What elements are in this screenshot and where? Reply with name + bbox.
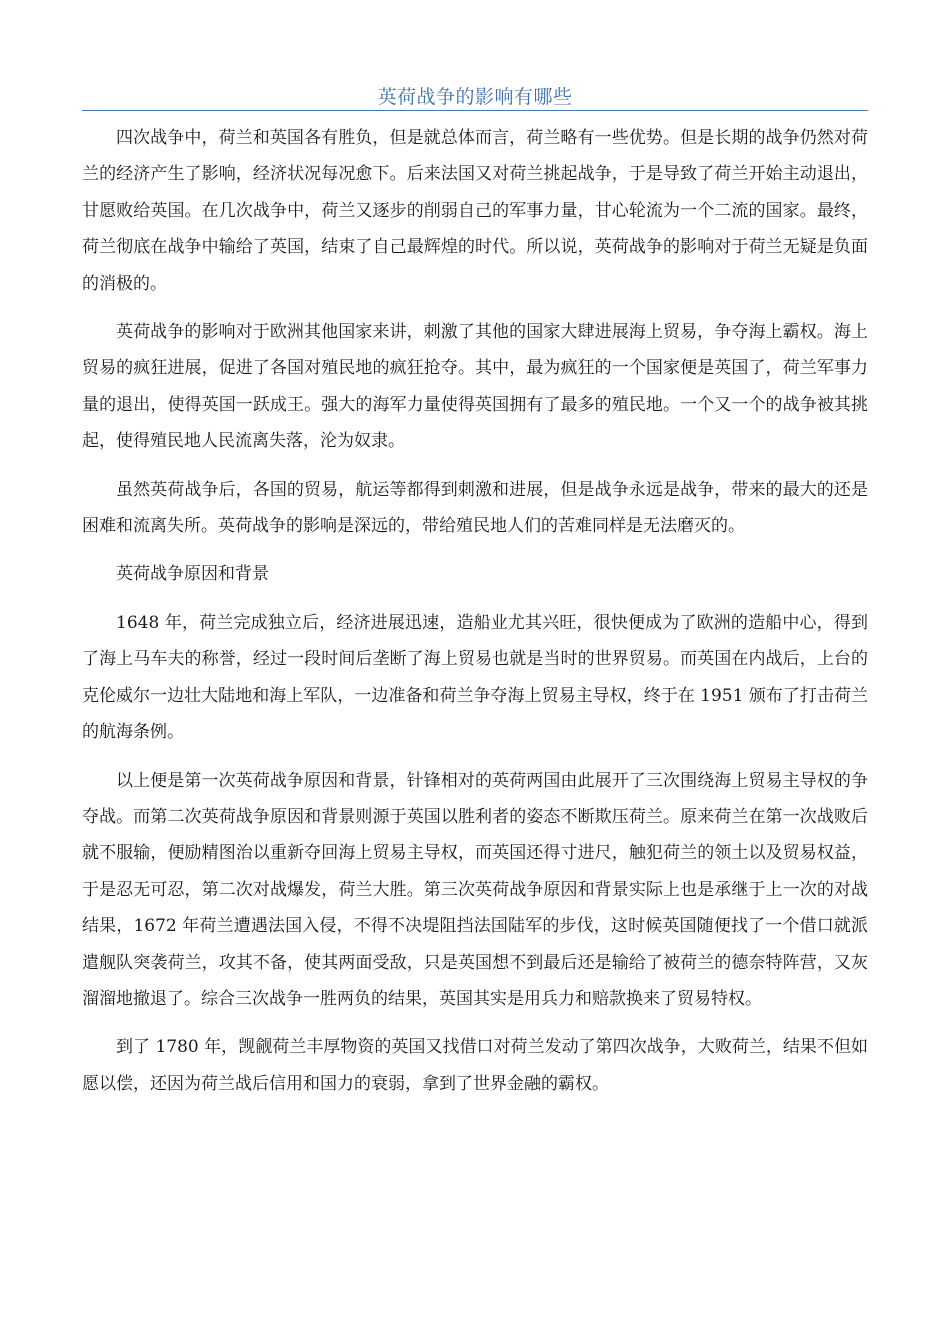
paragraph-3: 虽然英荷战争后，各国的贸易，航运等都得到刺激和进展，但是战争永远是战争，带来的最大的还是困难和流离失所。英荷战争的影响是深远的，带给殖民地人们的苦难同样是无法磨灭的。 (82, 479, 868, 537)
paragraph-5: 以上便是第一次英荷战争原因和背景，针锋相对的英荷两国由此展开了三次围绕海上贸易主导权的争夺战。而第二次英荷战争原因和背景则源于英国以胜利者的姿态不断欺压荷兰。原来荷兰在第一次战败后就不服输，便励精图治以重新夺回海上贸易主导权，而英国还得寸进尺，触犯荷兰的领土以及贸易权益，于是忍无可忍，第二次对战爆发，荷兰大胜。第三次英荷战争原因和背景实际上也是承继于上一次的对战结果，1672 年荷兰遭遇法国入侵，不得不决堤阻挡法国陆军的步伐，这时候英国随便找了一个借口就派遣舰队突袭荷兰，攻其不备，使其两面受敌，只是英国想不到最后还是输给了被荷兰的德奈特阵营，又灰溜溜地撤退了。综合三次战争一胜两负的结果，英国其实是用兵力和赔款换来了贸易特权。 (82, 770, 868, 1009)
paragraph-1: 四次战争中，荷兰和英国各有胜负，但是就总体而言，荷兰略有一些优势。但是长期的战争仍然对荷兰的经济产生了影响，经济状况每况愈下。后来法国又对荷兰挑起战争，于是导致了荷兰开始主动退出，甘愿败给英国。在几次战争中，荷兰又逐步的削弱自己的军事力量，甘心轮流为一个二流的国家。最终，荷兰彻底在战争中输给了英国，结束了自己最辉煌的时代。所以说，英荷战争的影响对于荷兰无疑是负面的消极的。 (82, 128, 868, 294)
section-heading: 英荷战争原因和背景 (116, 564, 269, 585)
page-header (82, 78, 868, 111)
paragraph-2: 英荷战争的影响对于欧洲其他国家来讲，刺激了其他的国家大肆进展海上贸易，争夺海上霸权。海上贸易的疯狂进展，促进了各国对殖民地的疯狂抢夺。其中，最为疯狂的一个国家便是英国了，荷兰军事力量的退出，使得英国一跃成王。强大的海军力量使得英国拥有了最多的殖民地。一个又一个的战争被其挑起，使得殖民地人民流离失落，沦为奴隶。 (82, 322, 868, 452)
header-title: 英荷战争的影响有哪些 (377, 86, 573, 108)
document-body (82, 120, 868, 1114)
paragraph-6: 到了 1780 年，觊觎荷兰丰厚物资的英国又找借口对荷兰发动了第四次战争，大败荷兰，结果不但如愿以偿，还因为荷兰战后信用和国力的衰弱，拿到了世界金融的霸权。 (82, 1037, 868, 1094)
paragraph-4: 1648 年，荷兰完成独立后，经济进展迅速，造船业尤其兴旺，很快便成为了欧洲的造船中心，得到了海上马车夫的称誉，经过一段时间后垄断了海上贸易也就是当时的世界贸易。而英国在内战后，上台的克伦威尔一边壮大陆地和海上军队，一边准备和荷兰争夺海上贸易主导权，终于在 1951 颁布了打击荷兰的航海条例。 (82, 612, 868, 743)
